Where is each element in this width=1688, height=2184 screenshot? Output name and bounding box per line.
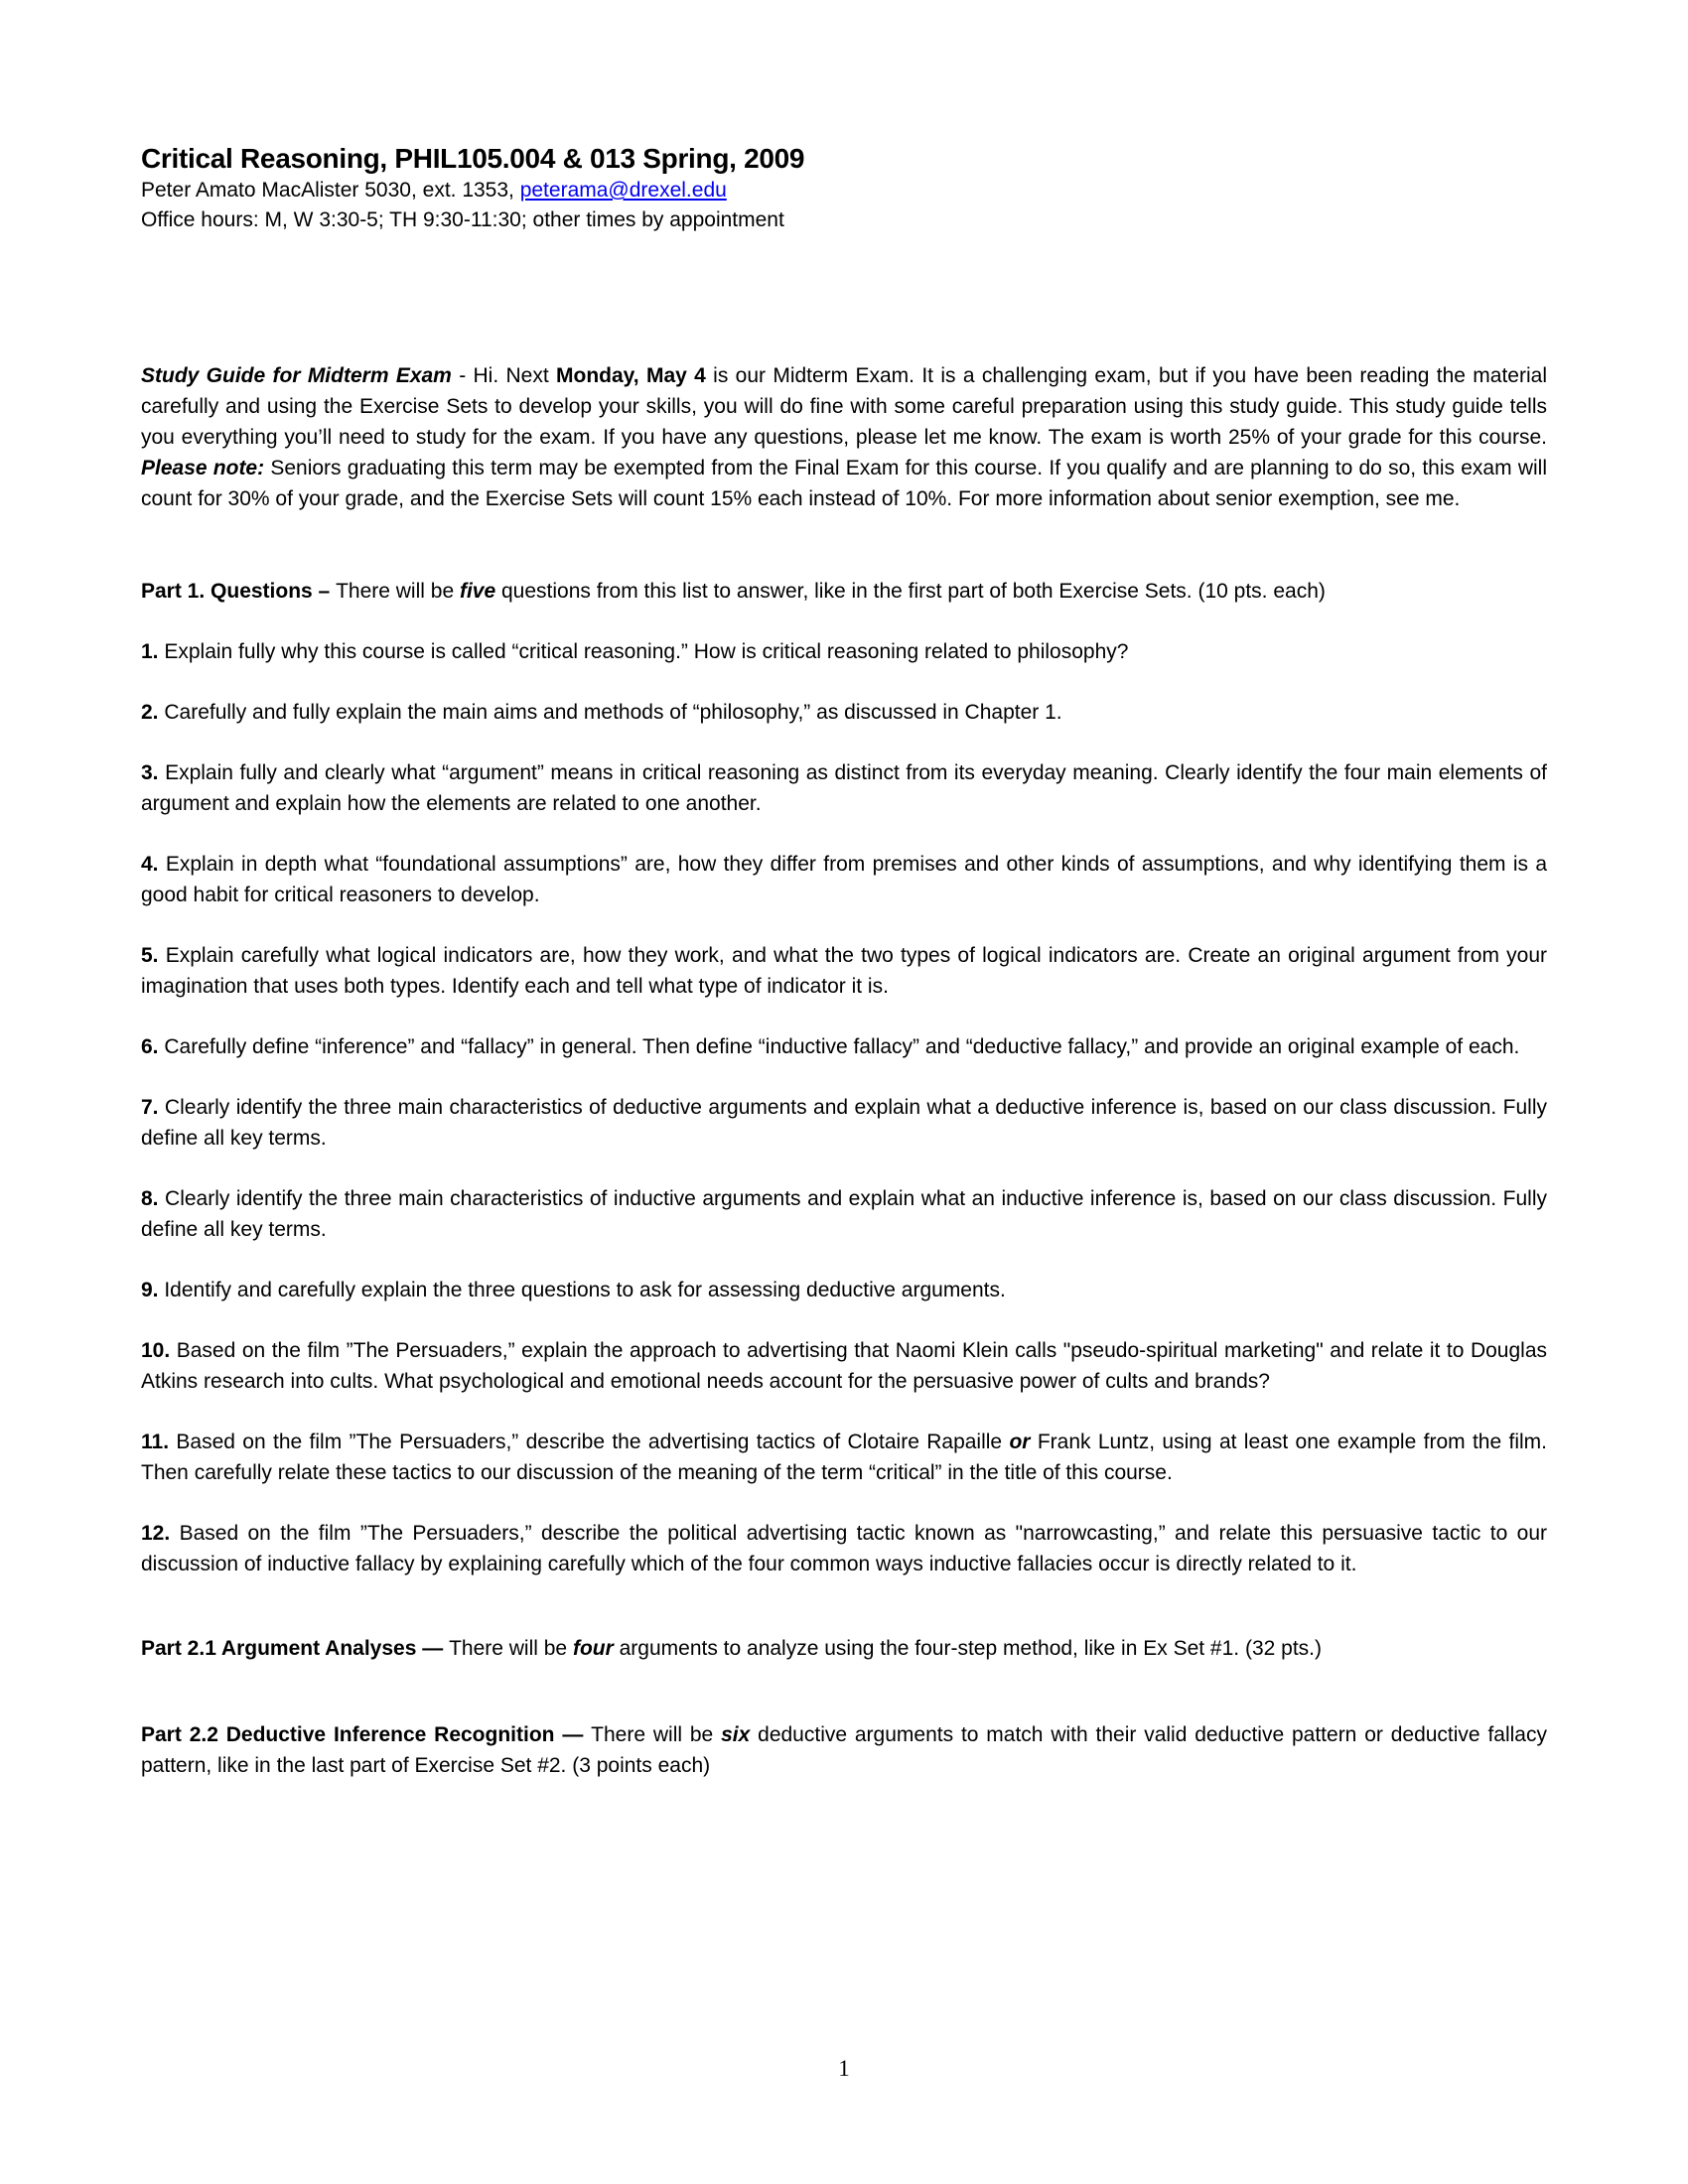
part-2-2-heading: Part 2.2 Deductive Inference Recognition — There will be six deductive arguments to match with their valid deductive pattern or deductive fallacy pattern, like in the last part of Exercise Set #2. (3 points each) (141, 1723, 1547, 1777)
part-2-1-heading: Part 2.1 Argument Analyses — There will be four arguments to analyze using the four-step method, like in Ex Set #1. (32 pts.) (141, 1637, 1322, 1660)
author-text: Peter Amato MacAlister 5030, ext. 1353, (141, 179, 520, 202)
question-7: 7. Clearly identify the three main characteristics of deductive arguments and explain what a deductive inference is, based on our class discussion. Fully define all key terms. (141, 1096, 1547, 1150)
intro-paragraph: Study Guide for Midterm Exam - Hi. Next Monday, May 4 is our Midterm Exam. It is a challenging exam, but if you have been reading the material carefully and using the Exercise Sets to develop your skills, you will do fine with some careful preparation using this study guide. This study guide tells you everything you’ll need to study for the exam. If you have any questions, please let me know. The exam is worth 25% of your grade for this course. Please note: Seniors graduating this term may be exempted from the Final Exam for this course. If you qualify and are planning to do so, this exam will count for 30% of your grade, and the Exercise Sets will count 15% each instead of 10%. For more information about senior exemption, see me. (141, 364, 1547, 510)
question-11: 11. Based on the film ”The Persuaders,” describe the advertising tactics of Clotaire Rapaille or Frank Luntz, using at least one example from the film. Then carefully relate these tactics to our discussion of the meaning of the term “critical” in the title of this course. (141, 1431, 1548, 1484)
question-12: 12. Based on the film ”The Persuaders,” describe the political advertising tactic known as "narrowcasting,” and relate this persuasive tactic to our discussion of inductive fallacy by explaining carefully which of the four common ways inductive fallacies occur is directly related to it. (141, 1522, 1547, 1575)
document-body (141, 360, 1547, 1781)
question-3: 3. Explain fully and clearly what “argument” means in critical reasoning as distinct from its everyday meaning. Clearly identify the four main elements of argument and explain how the elements are related to one another. (141, 761, 1547, 815)
question-6: 6. Carefully define “inference” and “fallacy” in general. Then define “inductive fallacy” and “deductive fallacy,” and provide an original example of each. (141, 1035, 1520, 1058)
part-1-heading: Part 1. Questions – There will be five questions from this list to answer, like in the first part of both Exercise Sets. (10 pts. each) (141, 580, 1326, 603)
question-1: 1. Explain fully why this course is called “critical reasoning.” How is critical reasoning related to philosophy? (141, 640, 1129, 663)
question-8: 8. Clearly identify the three main characteristics of inductive arguments and explain what an inductive inference is, based on our class discussion. Fully define all key terms. (141, 1187, 1547, 1241)
author-line (141, 176, 1547, 205)
page-title: Critical Reasoning, PHIL105.004 & 013 Spring, 2009 (141, 143, 805, 174)
question-9: 9. Identify and carefully explain the three questions to ask for assessing deductive arguments. (141, 1279, 1006, 1301)
page-number: 1 (838, 2056, 850, 2081)
question-4: 4. Explain in depth what “foundational assumptions” are, how they differ from premises and other kinds of assumptions, and why identifying them is a good habit for critical reasoners to develop. (141, 853, 1547, 906)
question-5: 5. Explain carefully what logical indicators are, how they work, and what the two types of logical indicators are. Create an original argument from your imagination that uses both types. Identify each and tell what type of indicator it is. (141, 944, 1547, 998)
email-link[interactable]: peterama@drexel.edu (519, 179, 727, 202)
question-10: 10. Based on the film ”The Persuaders,” explain the approach to advertising that Naomi Klein calls "pseudo-spiritual marketing" and relate it to Douglas Atkins research into cults. What psychological and emotional needs account for the persuasive power of cults and brands? (141, 1339, 1547, 1393)
office-hours-line: Office hours: M, W 3:30-5; TH 9:30-11:30; other times by appointment (141, 208, 784, 231)
question-2: 2. Carefully and fully explain the main aims and methods of “philosophy,” as discussed in Chapter 1. (141, 701, 1062, 724)
